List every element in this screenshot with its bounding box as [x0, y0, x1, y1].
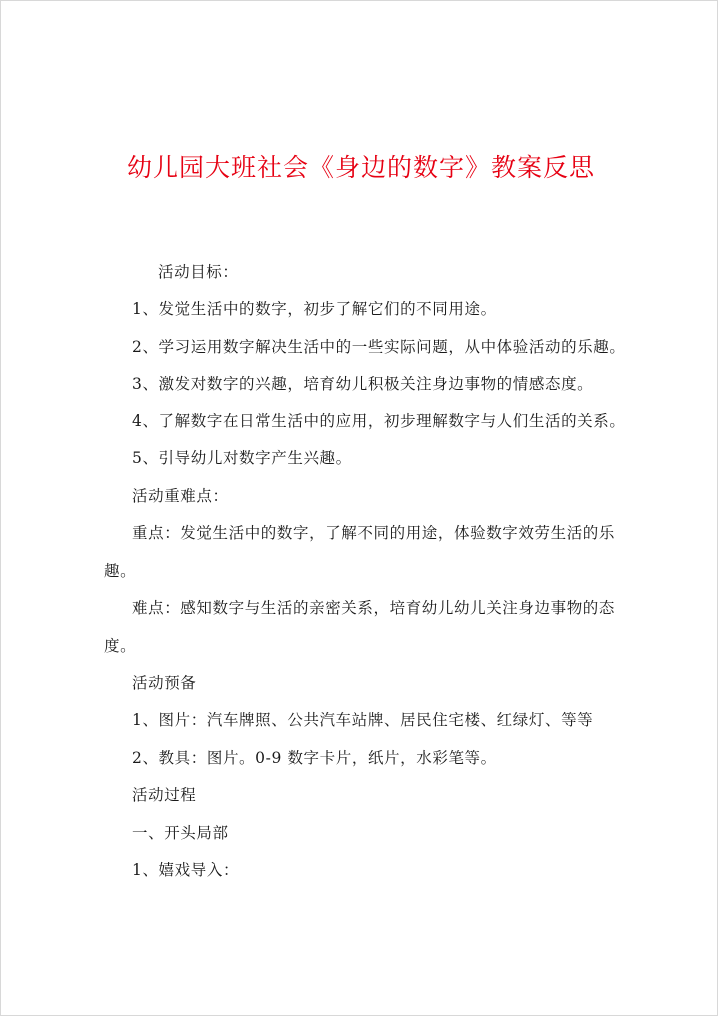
- paragraph-line: 1、嬉戏导入：: [132, 861, 240, 879]
- paragraph-line: 5、引导幼儿对数字产生兴趣。: [132, 449, 352, 467]
- section-heading-process: 活动过程: [132, 786, 197, 804]
- paragraph-line: 4、了解数字在日常生活中的应用，初步理解数字与人们生活的关系。: [132, 412, 626, 430]
- paragraph-line: 度。: [104, 637, 137, 655]
- section-heading-preparation: 活动预备: [132, 674, 197, 692]
- paragraph-line: 3、激发对数字的兴趣，培育幼儿积极关注身边事物的情感态度。: [132, 375, 594, 393]
- paragraph-line: 2、学习运用数字解决生活中的一些实际问题，从中体验活动的乐趣。: [132, 338, 626, 356]
- paragraph-line: 一、开头局部: [132, 824, 229, 842]
- paragraph-line: 重点：发觉生活中的数字，了解不同的用途，体验数字效劳生活的乐: [132, 524, 616, 542]
- section-heading-key-points: 活动重难点：: [132, 487, 229, 505]
- paragraph-line: 趣。: [104, 562, 137, 580]
- paragraph-line: 1、图片：汽车牌照、公共汽车站牌、居民住宅楼、红绿灯、等等: [132, 711, 594, 729]
- document-title: 幼儿园大班社会《身边的数字》教案反思: [126, 153, 595, 182]
- paragraph-line: 1、发觉生活中的数字，初步了解它们的不同用途。: [132, 300, 497, 318]
- paragraph-line: 难点：感知数字与生活的亲密关系，培育幼儿幼儿关注身边事物的态: [132, 599, 616, 617]
- section-heading-objectives: 活动目标：: [158, 263, 239, 281]
- paragraph-line: 2、教具：图片。0-9 数字卡片，纸片，水彩笔等。: [132, 749, 497, 767]
